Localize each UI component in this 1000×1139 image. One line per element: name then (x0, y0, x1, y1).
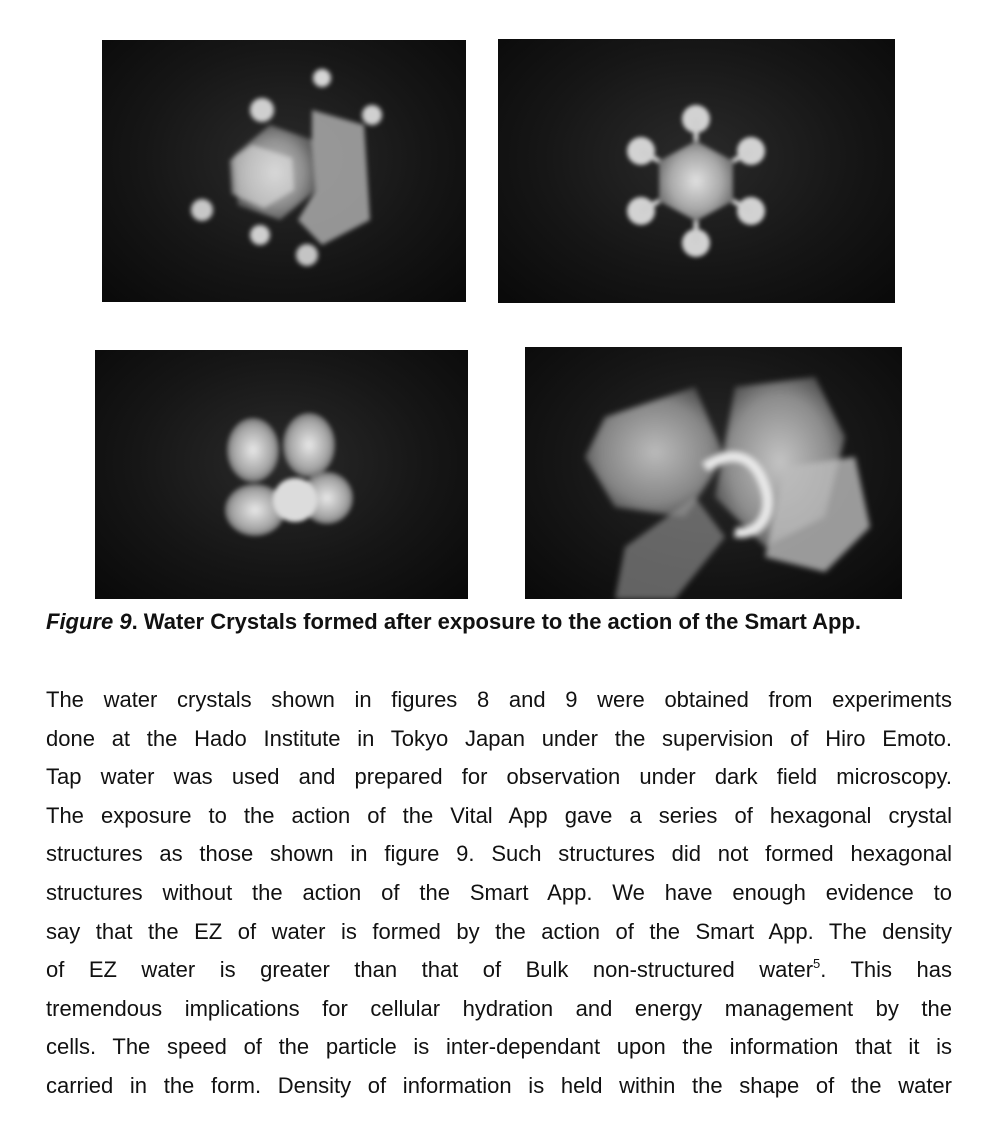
body-line (46, 951, 952, 990)
body-line: say that the EZ of water is formed by the action of the Smart App. The density (46, 918, 952, 944)
body-line: cells. The speed of the particle is inter-dependant upon the information that it is (46, 1034, 952, 1060)
body-line: structures without the action of the Smart App. We have enough evidence to (46, 879, 952, 905)
crystal-photo-4 (525, 347, 902, 599)
body-line-text: of EZ water is greater than that of Bulk non-structured water (46, 957, 814, 983)
body-line: structures as those shown in figure 9. Such structures did not formed hexagonal (46, 841, 952, 867)
crystal-photo-1 (102, 40, 466, 302)
body-line: tremendous implications for cellular hydration and energy management by the (46, 995, 952, 1021)
figure-caption-text: . Water Crystals formed after exposure to the action of the Smart App. (131, 609, 861, 634)
crystal-image-3 (95, 350, 468, 599)
crystal-photo-3 (95, 350, 468, 599)
crystal-image-2 (498, 39, 895, 303)
crystal-image-1 (102, 40, 466, 302)
body-line: Tap water was used and prepared for observation under dark field microscopy. (46, 764, 952, 790)
body-line: The water crystals shown in figures 8 and 9 were obtained from experiments (46, 687, 952, 712)
figure-caption (46, 606, 966, 638)
body-paragraph (46, 681, 952, 1106)
figure-label: Figure 9 (46, 609, 132, 634)
crystal-photo-2 (498, 39, 895, 303)
body-line: carried in the form. Density of information is held within the shape of the water (46, 1072, 952, 1098)
body-line: done at the Hado Institute in Tokyo Japan under the supervision of Hiro Emoto. (46, 725, 952, 751)
body-line-text: . This has (820, 957, 952, 983)
footnote-ref: 5 (813, 956, 821, 972)
crystal-image-4 (525, 347, 902, 599)
body-line: The exposure to the action of the Vital App gave a series of hexagonal crystal (46, 802, 952, 828)
